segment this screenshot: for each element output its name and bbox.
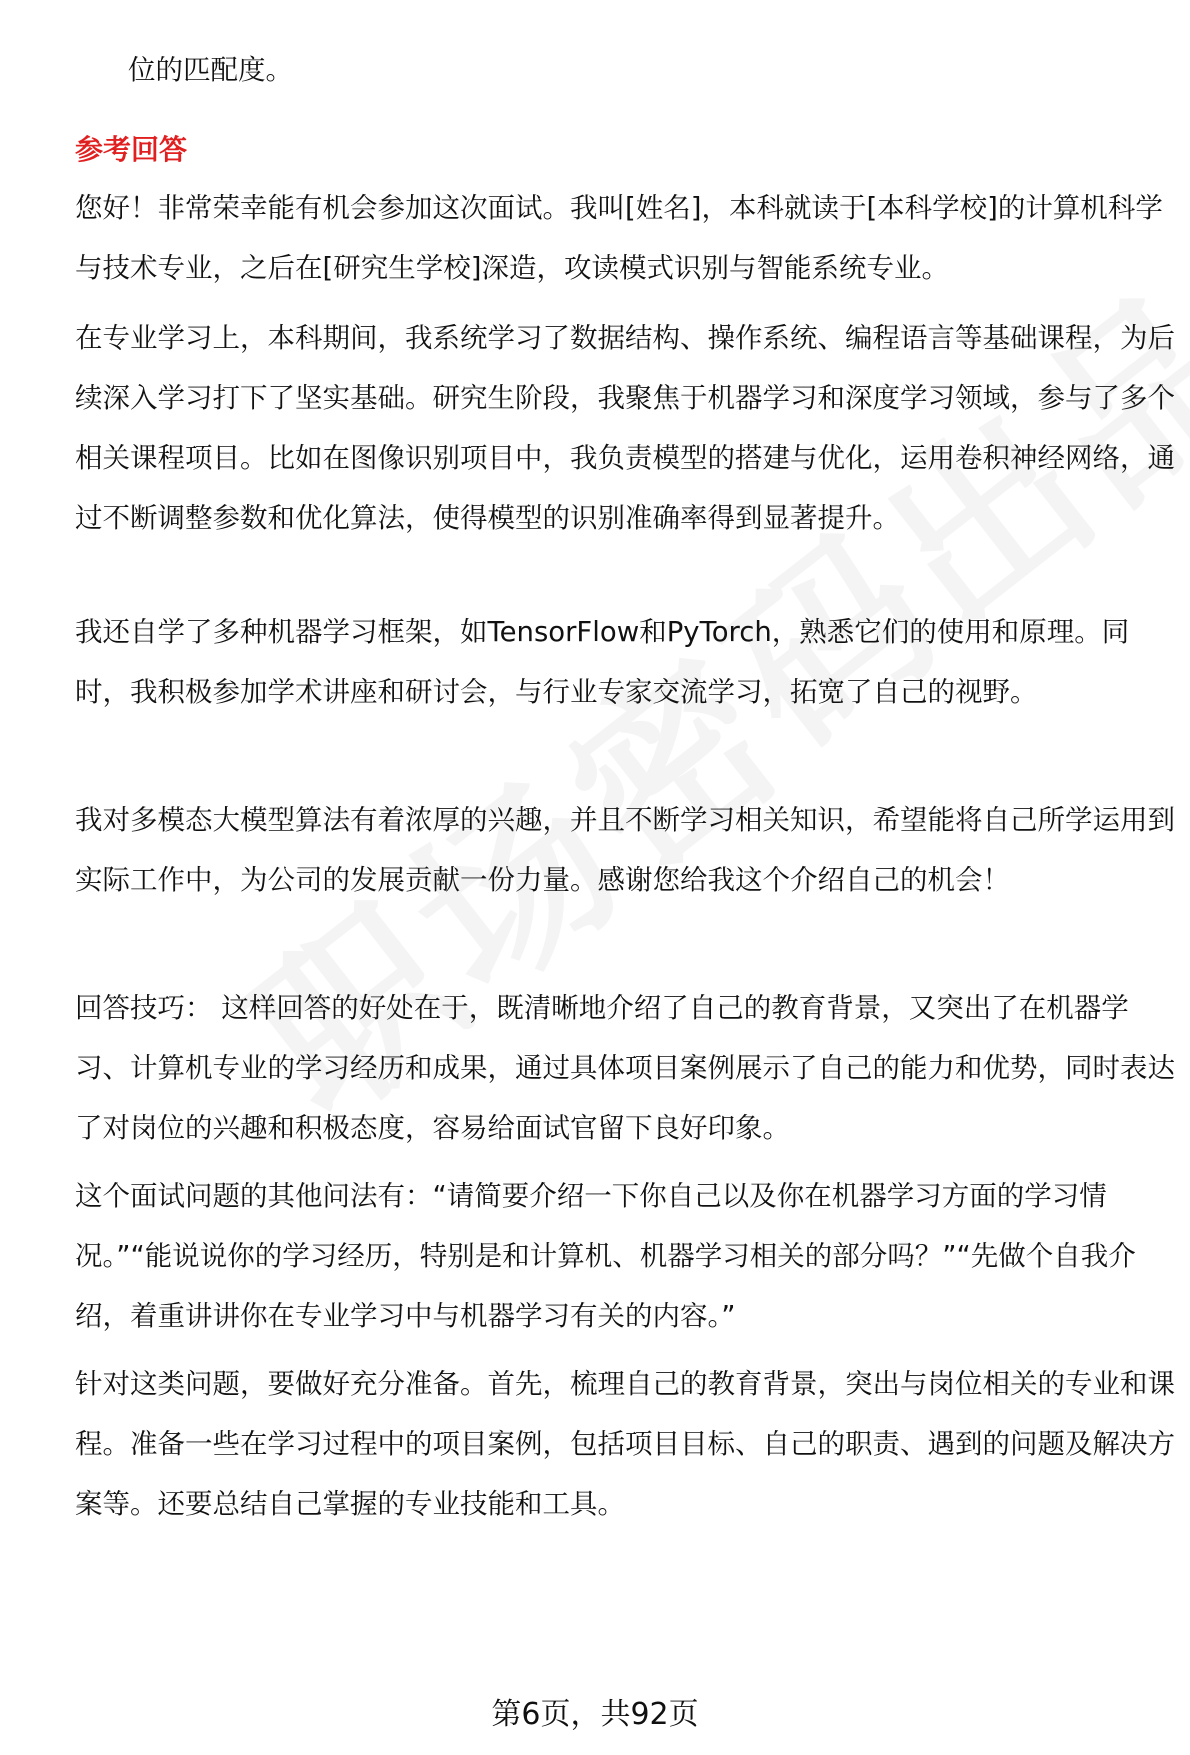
- paragraph-intro: 您好！非常荣幸能有机会参加这次面试。我叫[姓名]，本科就读于[本科学校]的计算机科学与技术专业，之后在[研究生学校]深造，攻读模式识别与智能系统专业。: [75, 192, 1163, 284]
- page-number: 第6页，共92页: [491, 1697, 699, 1732]
- section-heading: 参考回答: [75, 133, 188, 166]
- paragraph-preparation: 针对这类问题，要做好充分准备。首先，梳理自己的教育背景，突出与岗位相关的专业和课程。准备一些在学习过程中的项目案例，包括项目目标、自己的职责、遇到的问题及解决方案等。还要总结自己掌握的专业技能和工具。: [75, 1368, 1175, 1520]
- paragraph-interest: 我对多模态大模型算法有着浓厚的兴趣，并且不断学习相关知识，希望能将自己所学运用到实际工作中，为公司的发展贡献一份力量。感谢您给我这个介绍自己的机会！: [75, 804, 1175, 896]
- paragraph-tips: 回答技巧： 这样回答的好处在于，既清晰地介绍了自己的教育背景，又突出了在机器学习、计算机专业的学习经历和成果，通过具体项目案例展示了自己的能力和优势，同时表达了对岗位的兴趣和积极态度，容易给面试官留下良好印象。: [75, 992, 1175, 1144]
- continued-line: 位的匹配度。: [128, 54, 293, 86]
- paragraph-study: 在专业学习上，本科期间，我系统学习了数据结构、操作系统、编程语言等基础课程，为后续深入学习打下了坚实基础。研究生阶段，我聚焦于机器学习和深度学习领域，参与了多个相关课程项目。比如在图像识别项目中，我负责模型的搭建与优化，运用卷积神经网络，通过不断调整参数和优化算法，使得模型的识别准确率得到显著提升。: [75, 322, 1175, 534]
- paragraph-frameworks: 我还自学了多种机器学习框架，如TensorFlow和PyTorch，熟悉它们的使用和原理。同时，我积极参加学术讲座和研讨会，与行业专家交流学习，拓宽了自己的视野。: [75, 616, 1130, 708]
- paragraph-alternatives: 这个面试问题的其他问法有：“请简要介绍一下你自己以及你在机器学习方面的学习情况。”“能说说你的学习经历，特别是和计算机、机器学习相关的部分吗？”“先做个自我介绍，着重讲讲你在专业学习中与机器学习有关的内容。”: [75, 1180, 1136, 1332]
